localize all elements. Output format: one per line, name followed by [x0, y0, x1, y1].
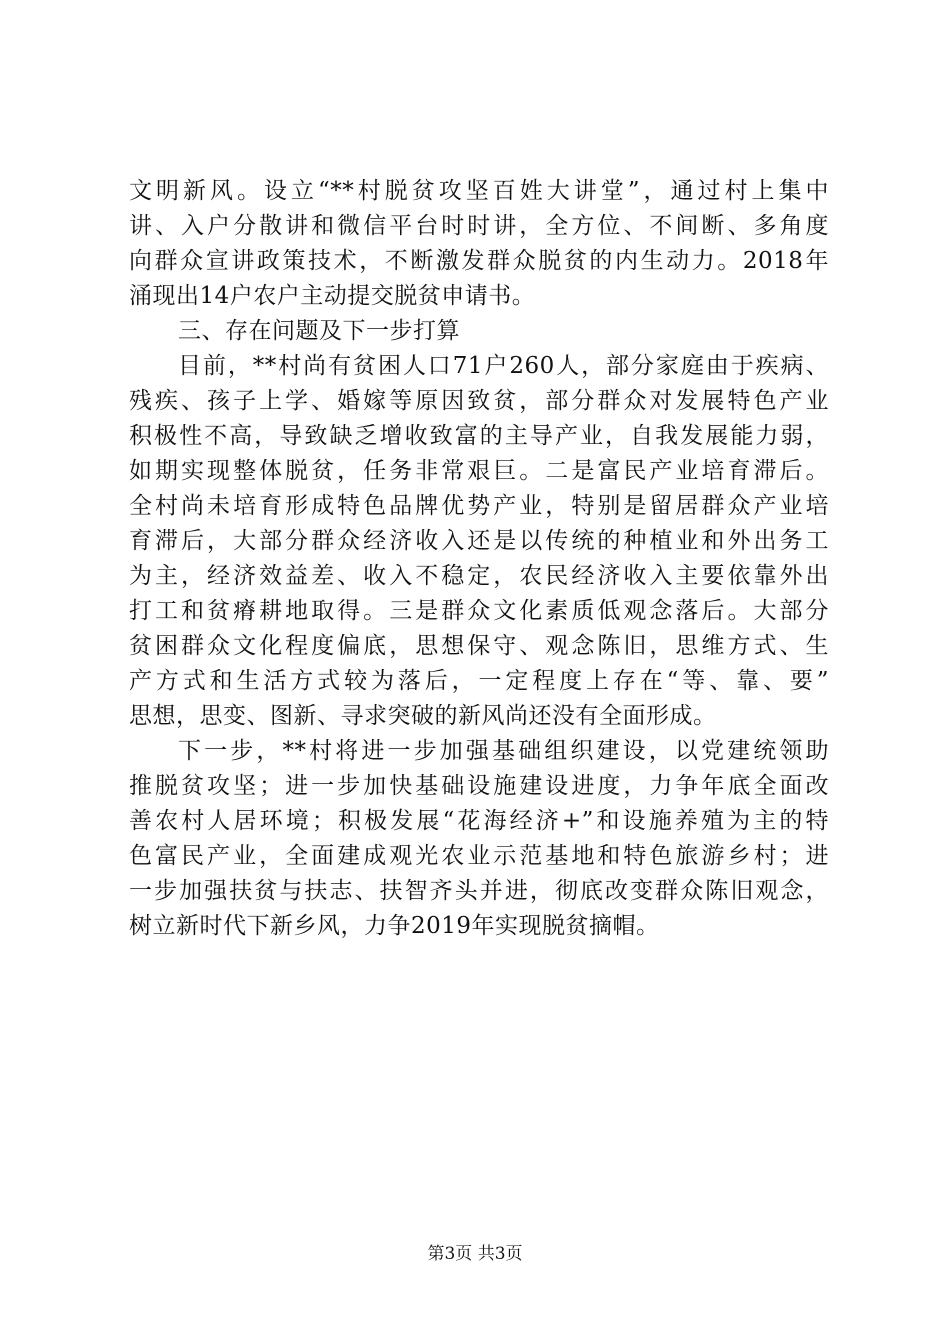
text-line: 育滞后，大部分群众经济收入还是以传统的种植业和外出务工: [129, 528, 829, 554]
text-line: 打工和贫瘠耕地取得。三是群众文化素质低观念落后。大部分: [129, 598, 829, 624]
text-line: 残疾、孩子上学、婚嫁等原因致贫，部分群众对发展特色产业: [129, 388, 829, 414]
text-line: 色富民产业，全面建成观光农业示范基地和特色旅游乡村；进: [129, 843, 829, 869]
text-line: 积极性不高，导致缺乏增收致富的主导产业，自我发展能力弱，: [129, 423, 829, 449]
body-text: [129, 174, 829, 944]
text-line: 涌现出14户农户主动提交脱贫申请书。: [129, 283, 536, 309]
text-line: 树立新时代下新乡风，力争2019年实现脱贫摘帽。: [129, 913, 660, 939]
text-line: 产方式和生活方式较为落后，一定程度上存在“等、靠、要”: [129, 668, 829, 694]
text-line: 向群众宣讲政策技术，不断激发群众脱贫的内生动力。2018年: [129, 248, 829, 274]
text-line: 讲、入户分散讲和微信平台时时讲，全方位、不间断、多角度: [129, 213, 829, 239]
text-line: 贫困群众文化程度偏底，思想保守、观念陈旧，思维方式、生: [129, 633, 829, 659]
text-line: 一步加强扶贫与扶志、扶智齐头并进，彻底改变群众陈旧观念，: [129, 878, 829, 904]
text-line: 善农村人居环境；积极发展“花海经济+”和设施养殖为主的特: [129, 808, 829, 834]
section-heading: 三、存在问题及下一步打算: [178, 318, 460, 344]
text-line: 如期实现整体脱贫，任务非常艰巨。二是富民产业培育滞后。: [129, 458, 829, 484]
text-line: 下一步，**村将进一步加强基础组织建设，以党建统领助: [178, 738, 829, 764]
text-line: 目前，**村尚有贫困人口71户260人，部分家庭由于疾病、: [178, 353, 829, 379]
page-number-footer: 第3页 共3页: [427, 1244, 523, 1264]
text-line: 文明新风。设立“**村脱贫攻坚百姓大讲堂”，通过村上集中: [129, 178, 829, 204]
text-line: 思想，思变、图新、寻求突破的新风尚还没有全面形成。: [129, 703, 717, 729]
text-line: 为主，经济效益差、收入不稳定，农民经济收入主要依靠外出: [129, 563, 829, 589]
text-line: 全村尚未培育形成特色品牌优势产业，特别是留居群众产业培: [129, 493, 829, 519]
text-line: 推脱贫攻坚；进一步加快基础设施建设进度，力争年底全面改: [129, 773, 829, 799]
